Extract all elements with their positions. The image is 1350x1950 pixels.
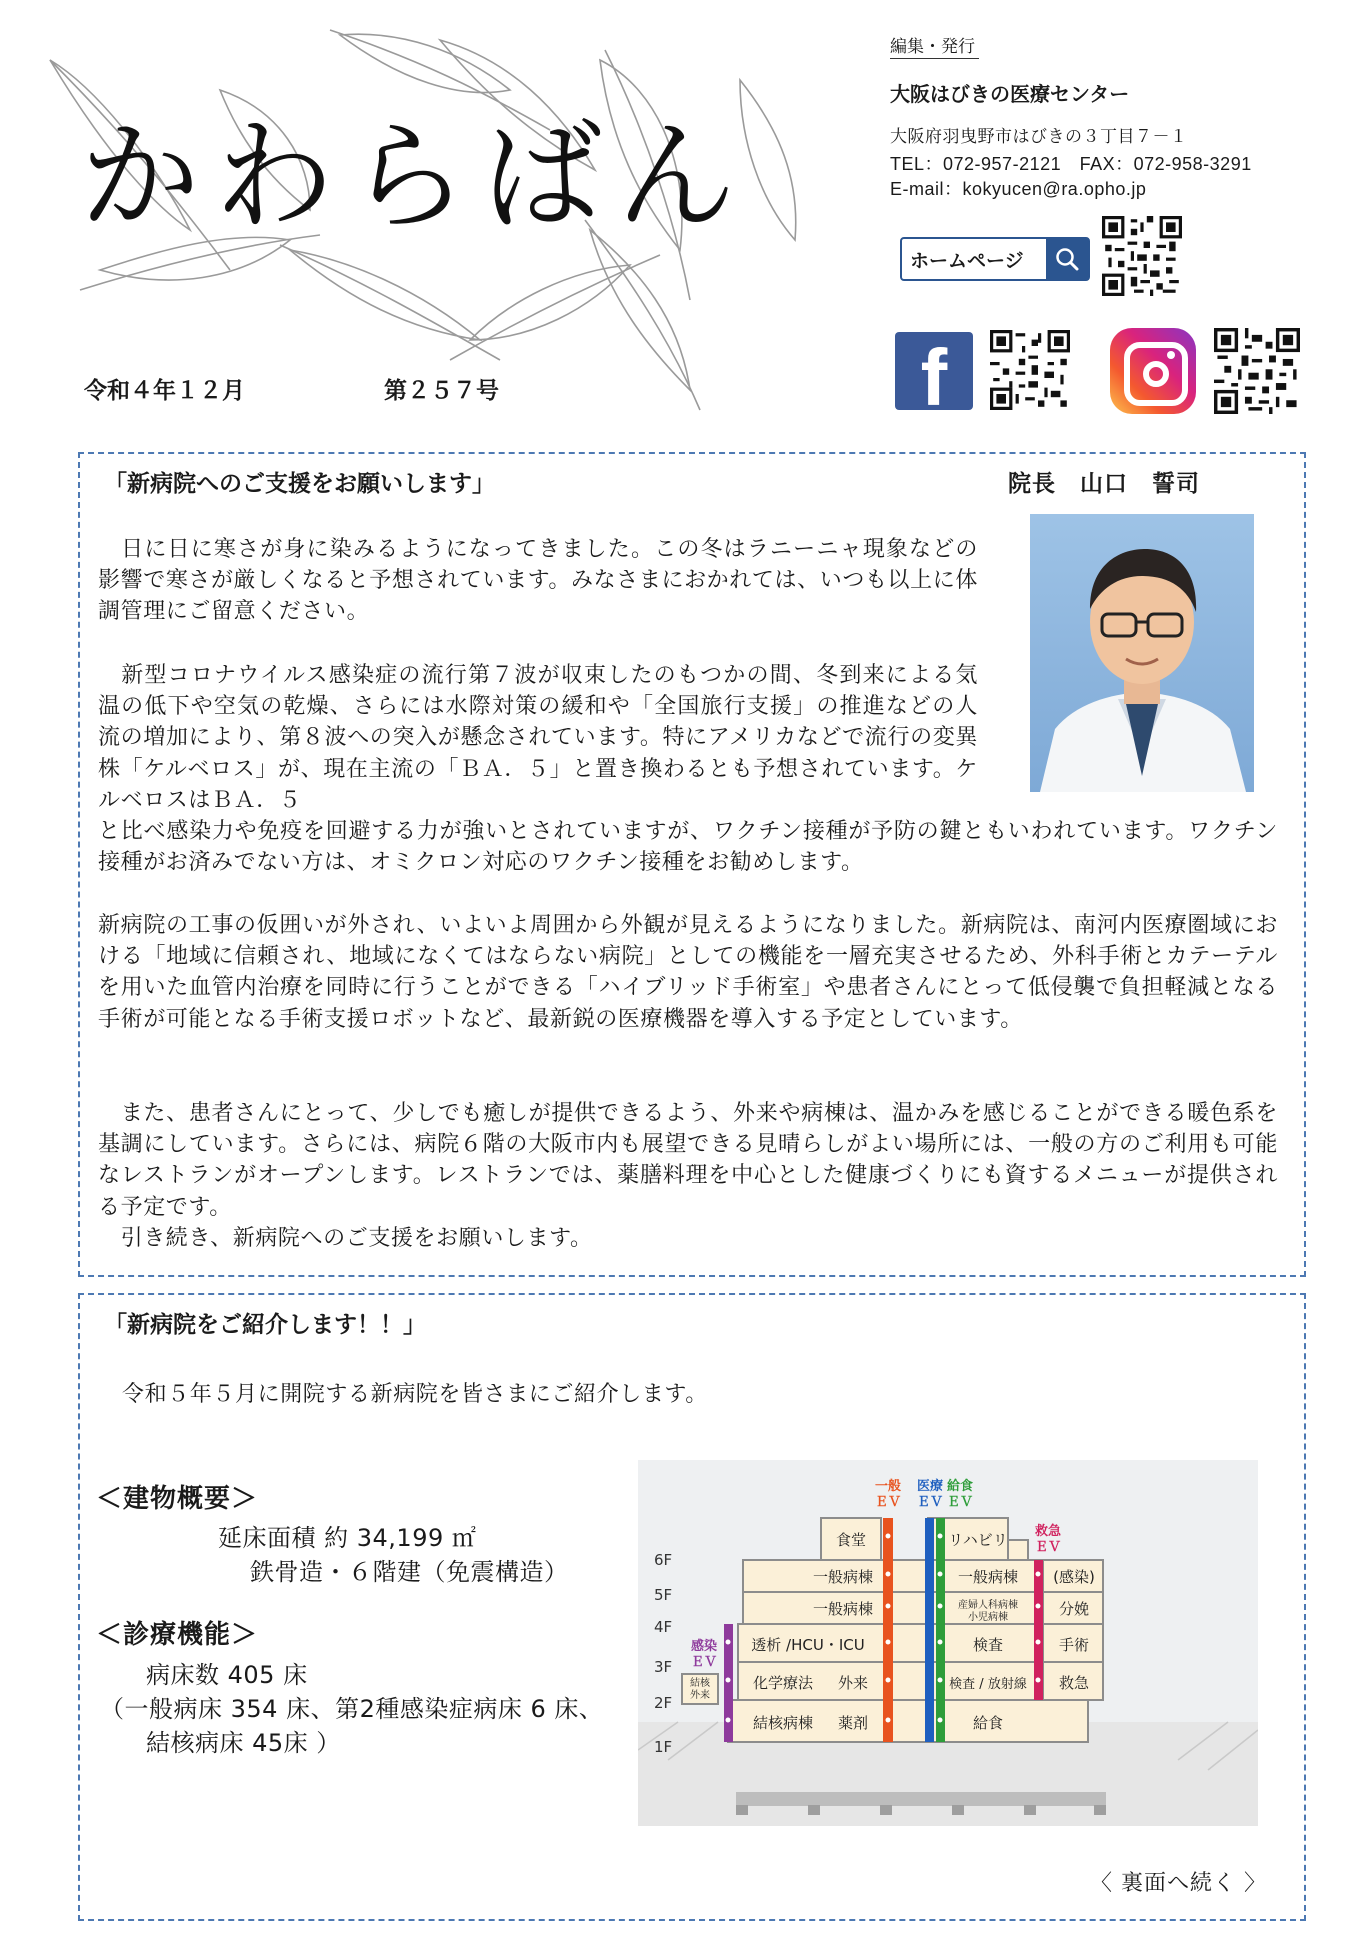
room-label: 小児病棟 [968, 1612, 1008, 1623]
article-paragraph: と比べ感染力や免疫を回避する力が強いとされていますが、ワクチン接種が予防の鍵ともいわれています。ワクチン接種がお済みでない方は、オミクロン対応のワクチン接種をお勧めします。 [98, 819, 1278, 876]
article-paragraph: また、患者さんにとって、少しでも癒しが提供できるよう、外来や病棟は、温かみを感じることができる暖色系を基調にしています。さらには、病院６階の大阪市内も展望できる見晴らしがよい場所には、一般の方のご利用も可能なレストランがオープンします。レストランでは、薬膳料理を中心とした健康づくりにも資するメニューが提供される予定です。 [98, 1101, 1278, 1220]
ev-label: ＥＶ [916, 1495, 944, 1510]
homepage-search-button[interactable] [900, 237, 1090, 281]
article-paragraph: 日に日に寒さが身に染みるようになってきました。この冬はラニーニャ現象などの影響で寒さが厳しくなると予想されています。みなさまにおかれては、いつも以上に体調管理にご留意ください。 [98, 537, 978, 625]
ev-label: 救急 [1034, 1524, 1062, 1539]
ev-label: ＥＶ [874, 1495, 902, 1510]
elevator-food [936, 1518, 945, 1742]
article-paragraph: 引き続き、新病院へのご支援をお願いします。 [98, 1226, 593, 1251]
room-label: リハビリ [948, 1531, 1008, 1549]
article-title: 「新病院へのご支援をお願いします」 [104, 471, 495, 497]
floor-label: 4F [654, 1618, 673, 1636]
bed-count: 病床数 405 床 [146, 1661, 308, 1689]
ev-label: 医療 [916, 1479, 944, 1494]
structure: 鉄骨造・６階建（免震構造） [250, 1558, 569, 1586]
room-label: 一般病棟 [812, 1568, 874, 1586]
qr-code-icon[interactable] [1214, 328, 1300, 414]
room-label: 結核 [690, 1678, 710, 1689]
article-intro: 令和５年５月に開院する新病院を皆さまにご紹介します。 [122, 1382, 708, 1407]
room-label: 化学療法 [752, 1674, 814, 1692]
floor-label: 2F [654, 1694, 673, 1712]
continued-on-back-note: 〈 裏面へ続く 〉 [1090, 1871, 1267, 1896]
room-label: 検査 / 放射線 [949, 1677, 1027, 1692]
elevator-general [883, 1518, 893, 1742]
director-photo [1030, 514, 1254, 792]
bed-detail: 結核病床 45床 ） [146, 1729, 341, 1757]
room-label: 産婦人科病棟 [958, 1600, 1018, 1611]
medical-heading: ＜診療機能＞ [96, 1620, 259, 1650]
room-label: 一般病棟 [957, 1568, 1019, 1586]
article-paragraph: 新病院の工事の仮囲いが外され、いよいよ周囲から外観が見えるようになりました。新病院は、南河内医療圏域における「地域に信頼され、地域になくてはならない病院」としての機能を一層充実させるため、外科手術とカテーテルを用いた血管内治療を同時に行うことができる「ハイブリッド手術室」や患者さんにとって低侵襲で負担軽減となる手術が可能となる手術支援ロボットなど、最新鋭の医療機器を導入する予定としています。 [98, 913, 1278, 1032]
article-paragraph: 新型コロナウイルス感染症の流行第７波が収束したのもつかの間、冬到来による気温の低下や空気の乾燥、さらには水際対策の緩和や「全国旅行支援」の推進などの人流の増加により、第８波への突入が懸念されています。特にアメリカなどで流行の変異株「ケルベロス」が、現在主流の「ＢＡ．５」と置き換わるとも予想されています。ケルベロスはＢＡ．５ [98, 663, 978, 813]
bed-detail: （一般病床 354 床、第2種感染症病床 6 床、 [100, 1695, 604, 1723]
publisher-address: 大阪府羽曳野市はびきの３丁目７－１ [890, 127, 1188, 147]
building-heading: ＜建物概要＞ [96, 1484, 259, 1514]
instagram-icon[interactable] [1110, 328, 1196, 414]
homepage-label: ホームページ [910, 249, 1024, 272]
floor-label: 5F [654, 1586, 673, 1604]
publisher-email[interactable]: E-mail：kokyucen@ra.opho.jp [890, 179, 1147, 199]
publisher-label: 編集・発行 [890, 32, 979, 59]
room-label: 外来 [690, 1690, 710, 1701]
newsletter-title: かわらばん [80, 108, 750, 247]
floor-area: 延床面積 約 34,199 ㎡ [218, 1524, 477, 1552]
room-label: 検査 [972, 1636, 1004, 1654]
issue-date: 令和４年１２月 [84, 378, 245, 404]
floor-label: 6F [654, 1551, 673, 1569]
search-icon [1046, 239, 1088, 279]
issue-number: 第２５７号 [384, 378, 499, 404]
room-label: (感染) [1053, 1568, 1095, 1586]
room-label: 給食 [972, 1714, 1004, 1732]
publisher-name: 大阪はびきの医療センター [890, 82, 1130, 106]
ev-label: 一般 [874, 1479, 902, 1494]
floor-label: 3F [654, 1658, 673, 1676]
ev-label: ＥＶ [946, 1495, 974, 1510]
ev-label: ＥＶ [1034, 1540, 1062, 1555]
publisher-tel-fax: TEL：072-957-2121 FAX：072-958-3291 [890, 154, 1252, 174]
room-label: 食堂 [835, 1531, 867, 1549]
facebook-icon[interactable]: f [895, 332, 973, 410]
room-label: 透析 /HCU・ICU [751, 1636, 865, 1654]
article-author: 院長 山口 誓司 [1008, 471, 1200, 497]
qr-code-icon[interactable] [1102, 216, 1182, 296]
room-label: 結核病棟 [752, 1714, 814, 1732]
floor-plan-diagram [638, 1460, 1258, 1826]
ev-label: ＥＶ [690, 1655, 718, 1670]
article-title: 「新病院をご紹介します！！」 [104, 1312, 426, 1338]
room-label: 外来 [837, 1674, 869, 1692]
ev-label: 感染 [690, 1639, 718, 1654]
room-label: 手術 [1058, 1636, 1090, 1654]
elevator-medical [925, 1518, 934, 1742]
ev-label: 給食 [946, 1479, 974, 1494]
room-label: 薬剤 [837, 1714, 869, 1732]
room-label: 一般病棟 [812, 1600, 874, 1618]
qr-code-icon[interactable] [990, 330, 1070, 410]
room-label: 救急 [1058, 1674, 1090, 1692]
room-label: 分娩 [1058, 1600, 1090, 1618]
floor-label: 1F [654, 1738, 673, 1756]
